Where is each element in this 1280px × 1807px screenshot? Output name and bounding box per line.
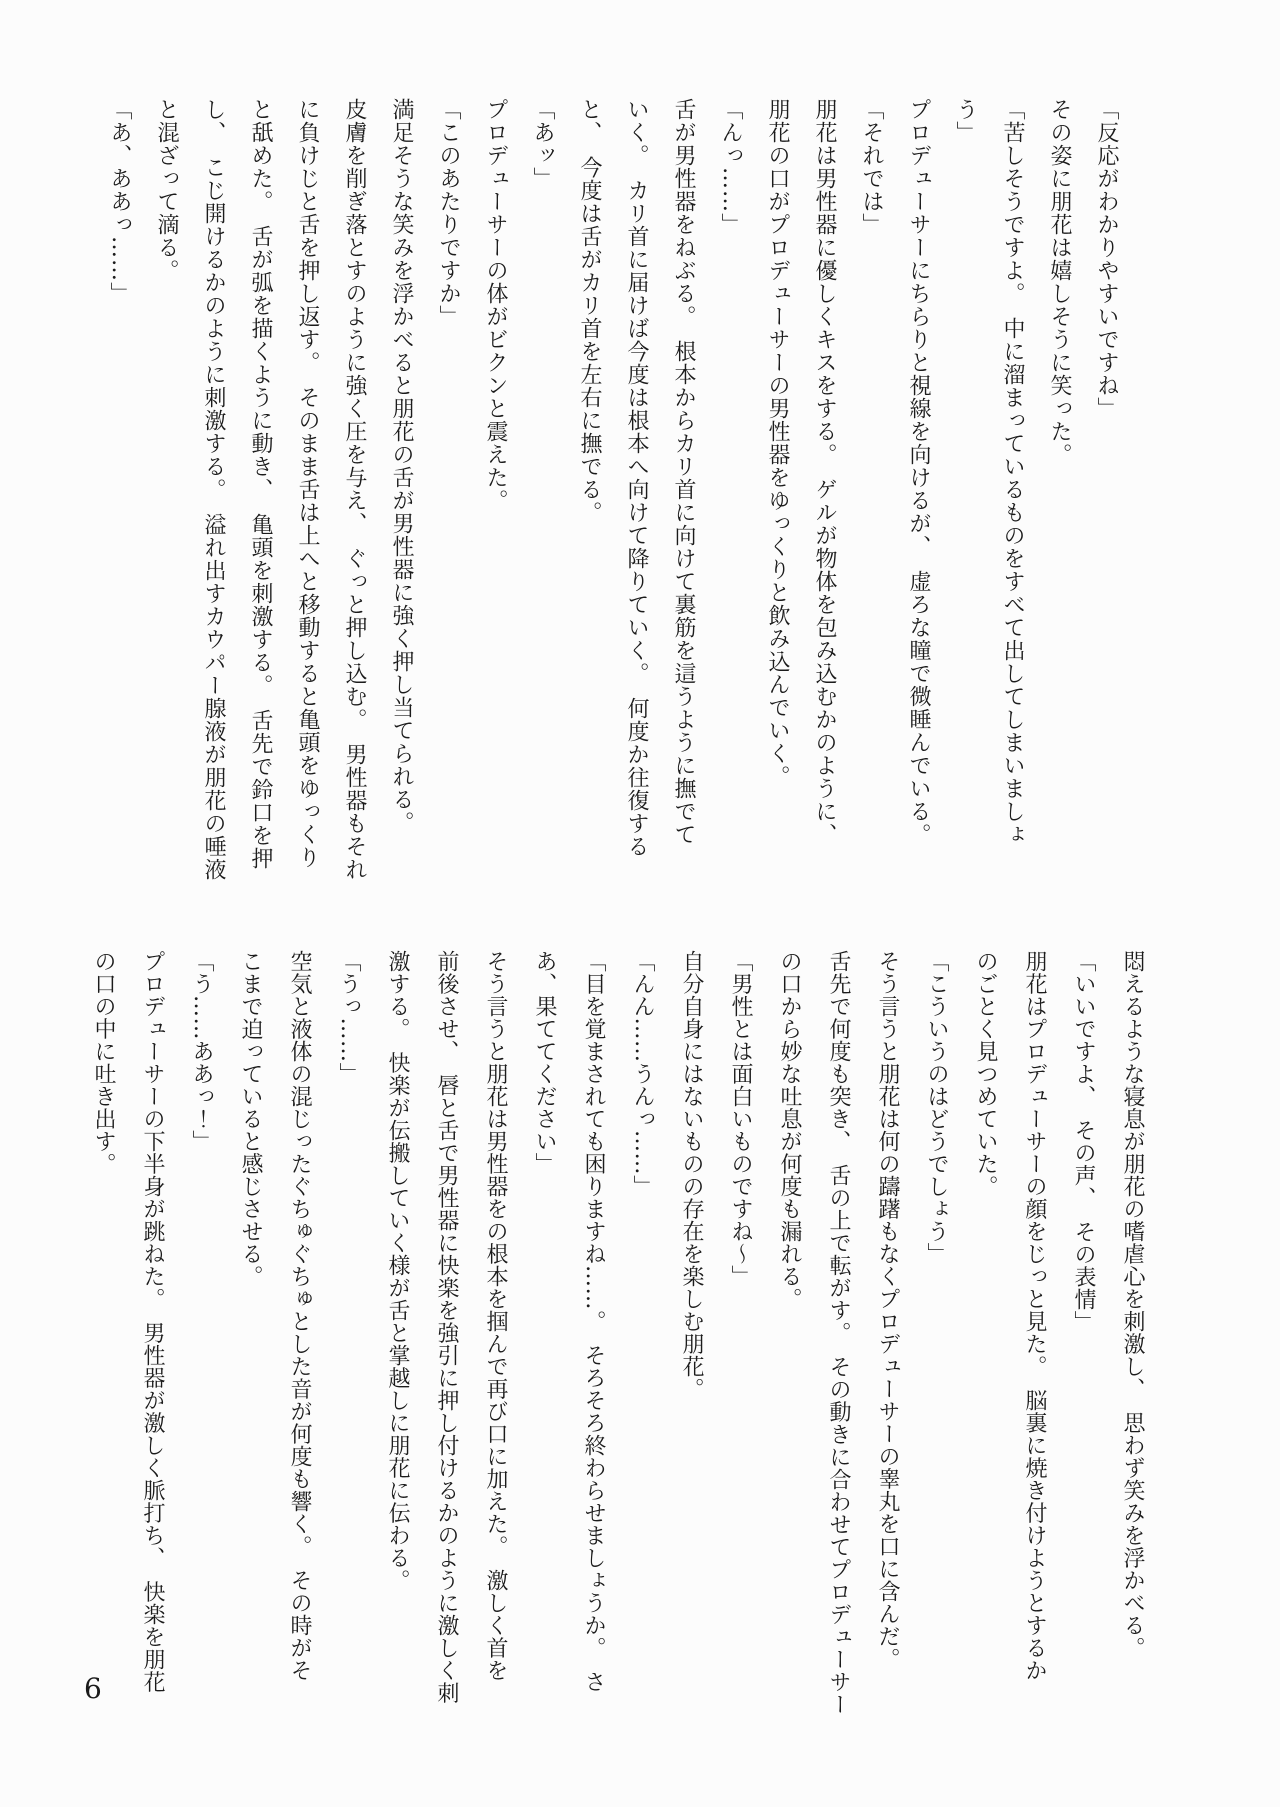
text-line: の口の中に吐き出す。	[91, 950, 116, 1175]
text-line: と混ざって滴る。	[154, 98, 179, 282]
text-line: プロデューサーの体がビクンと震えた。	[483, 98, 508, 512]
text-line: に負けじと舌を押し返す。 そのまま舌は上へと移動すると亀頭をゆっくり	[295, 98, 320, 869]
text-line: 「反応がわかりやすいですね」	[1094, 98, 1119, 420]
text-line: 悶えるような寝息が朋花の嗜虐心を刺激し、 思わず笑みを浮かべる。	[1120, 950, 1145, 1659]
text-line: プロデューサーにちらりと視線を向けるが、 虚ろな瞳で微睡んでいる。	[906, 98, 931, 846]
text-line: 「んん……うんっ……」	[630, 950, 655, 1198]
text-line: 空気と液体の混じったぐちゅぐちゅとした音が何度も響く。 その時がそ	[287, 950, 312, 1682]
text-line: 「あ、ああっ……」	[107, 98, 132, 305]
text-line: 朋花はプロデューサーの顔をじっと見た。 脳裏に焼き付けようとするか	[1022, 950, 1047, 1682]
text-line: こまで迫っていると感じさせる。	[238, 950, 263, 1288]
text-line: し、 こじ開けるかのように刺激する。 溢れ出すカウパー腺液が朋花の唾液	[201, 98, 226, 881]
text-line: 満足そうな笑みを浮かべると朋花の舌が男性器に強く押し当てられる。	[389, 98, 414, 834]
text-line: 「こういうのはどうでしょう」	[924, 950, 949, 1265]
upper-text-block	[96, 98, 1130, 930]
text-line: 前後させ、 唇と舌で男性器に快楽を強引に押し付けるかのように激しく刺	[434, 950, 459, 1704]
text-line: そう言うと朋花は何の躊躇もなくプロデューサーの睾丸を口に含んだ。	[875, 950, 900, 1670]
text-line: 「苦しそうですよ。 中に溜まっているものをすべて出してしまいましょ	[1000, 98, 1025, 846]
page-number: 6	[84, 1672, 102, 1705]
text-line: 舌先で何度も突き、 舌の上で転がす。 その動きに合わせてプロデューサー	[826, 950, 851, 1716]
text-line: 自分自身にはないものの存在を楽しむ朋花。	[679, 950, 704, 1400]
text-line: プロデューサーの下半身が跳ねた。 男性器が激しく脈打ち、 快楽を朋花	[140, 950, 165, 1693]
text-line: 「男性とは面白いものですね〜」	[728, 950, 753, 1288]
text-line: 「うっ……」	[336, 950, 361, 1085]
text-line: 「目を覚まされても困りますね……。 そろそろ終わらせましょうか。 さ	[581, 950, 606, 1693]
text-line: う」	[953, 98, 978, 144]
text-line: 朋花の口がプロデューサーの男性器をゆっくりと飲み込んでいく。	[765, 98, 790, 788]
text-line: いく。 カリ首に届けば今度は根本へ向けて降りていく。 何度か往復する	[624, 98, 649, 858]
text-line: 「いいですよ、 その声、 その表情」	[1071, 950, 1096, 1333]
text-line: 「このあたりですか」	[436, 98, 461, 328]
text-line: 「それでは」	[859, 98, 884, 236]
text-line: と、 今度は舌がカリ首を左右に撫でる。	[577, 98, 602, 524]
lower-text-block	[79, 950, 1157, 1750]
text-line: 「う……ああっ！」	[189, 950, 214, 1153]
text-line: 舌が男性器をねぶる。 根本からカリ首に向けて裏筋を這うように撫でて	[671, 98, 696, 846]
text-line: そう言うと朋花は男性器をの根本を掴んで再び口に加えた。 激しく首を	[483, 950, 508, 1682]
text-line: と舐めた。 舌が弧を描くように動き、 亀頭を刺激する。 舌先で鈴口を押	[248, 98, 273, 870]
text-line: の口から妙な吐息が何度も漏れる。	[777, 950, 802, 1310]
text-line: 激する。 快楽が伝搬していく様が舌と掌越しに朋花に伝わる。	[385, 950, 410, 1592]
text-line: あ、果ててください」	[532, 950, 557, 1175]
text-line: 「んっ……」	[718, 98, 743, 236]
text-line: 「あッ」	[530, 98, 555, 190]
text-line: 皮膚を削ぎ落とすのように強く圧を与え、 ぐっと押し込む。 男性器もそれ	[342, 98, 367, 881]
text-line: その姿に朋花は嬉しそうに笑った。	[1047, 98, 1072, 466]
text-line: のごとく見つめていた。	[973, 950, 998, 1198]
text-line: 朋花は男性器に優しくキスをする。 ゲルが物体を包み込むかのように、	[812, 98, 837, 846]
